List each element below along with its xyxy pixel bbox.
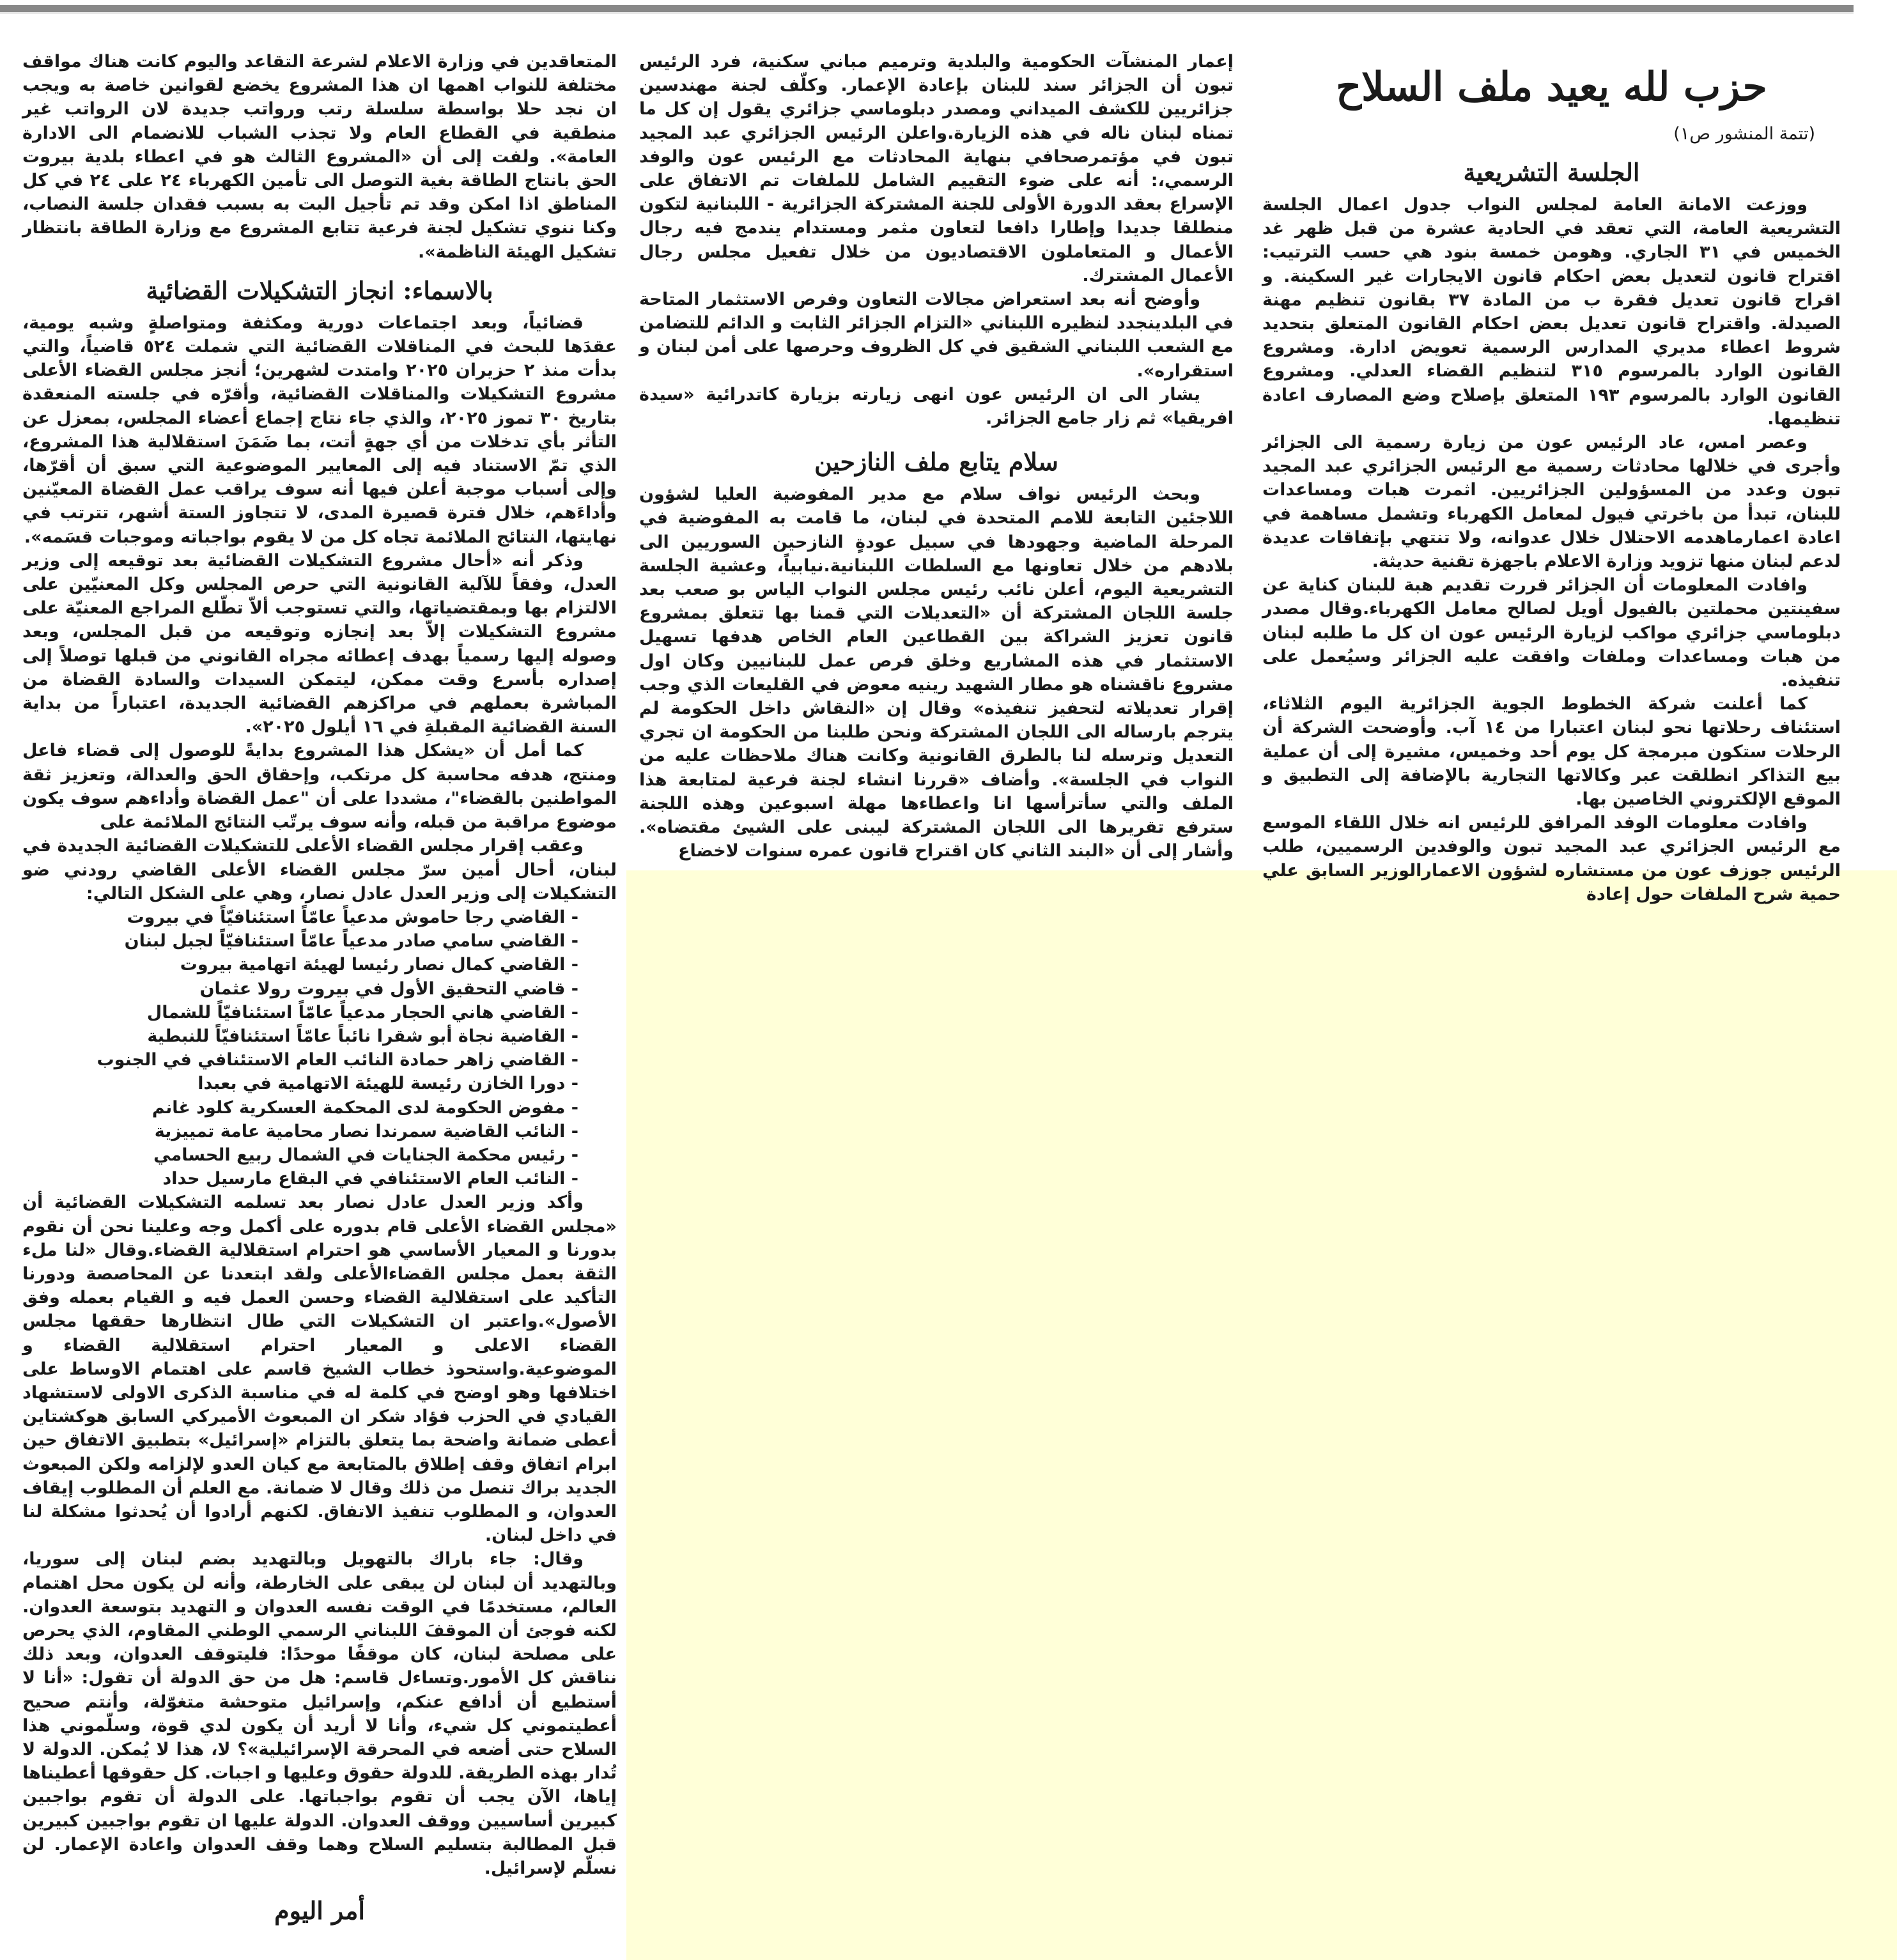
subhead-legislative-session (1262, 155, 1841, 190)
appointment-item: - القاضي رجا حاموش مدعياً عامّاً استئنافيّاً في بيروت (127, 907, 578, 927)
article-paragraph: وافادت المعلومات أن الجزائر قررت تقديم هبة للبنان كناية عن سفينتين محملتين بالفيول أويل لصالح معامل الكهرباء.وقال مصدر دبلوماسي جزائري مواكب لزيارة الرئيس عون ان كل ما طلبه لبنان من هبات ومساعدات وملفات وافقت عليه الجزائر وسيُعمل على تنفيذه. (1262, 575, 1841, 691)
article-paragraph: وبحث الرئيس نواف سلام مع مدير المفوضية العليا لشؤون اللاجئين التابعة للامم المتحدة في لبنان، ما قامت به المفوضية في المرحلة الماضية وجهودها في سبيل عودةٍ النازحين السوريين الى بلادهم من خلال تعاونها مع السلطات اللبنانية.نيابياً، وعشية الجلسة التشريعية اليوم، أعلن نائب رئيس مجلس النواب الياس بو صعب بعد جلسة اللجان المشتركة أن «التعديلات التي قمنا بها تتعلق بمشروع قانون تعزيز الشراكة بين القطاعين العام الخاص هدفها تسهيل الاستثمار في هذه المشاريع وخلق فرص عمل للبنانيين وكان اول مشروع ناقشناه هو مطار الشهيد رينيه معوض في القليعات الذي وجب إقرار تعديلاته لتحفيز تنفيذه» وقال إن «النقاش داخل الحكومة لم يترجم بارساله الى اللجان المشتركة ونحن طلبنا من الحكومة ان تجري التعديل وترسله لنا بالطرق القانونية وكانت هناك ملاحظات عليه من النواب في الجلسة». وأضاف «قررنا انشاء لجنة فرعية لمتابعة هذا الملف والتي سأترأسها انا واعطاءها مهلة اسبوعين وهذه اللجنة سترفع تقريرها الى اللجان المشتركة ليبنى على الشيئ مقتضاه». وأشار إلى أن «البند الثاني كان اقتراح قانون عمره سنوات لاخضاع (639, 484, 1234, 861)
subhead-text: الجلسة التشريعية (1463, 158, 1640, 187)
subhead-text: سلام يتابع ملف النازحين (814, 447, 1058, 477)
middle-column (639, 50, 1234, 863)
appointments-list (22, 906, 617, 1191)
next-section-heading: أمر اليوم (274, 1896, 365, 1925)
article-paragraph: المتعاقدين في وزارة الاعلام لشرعة التقاعد واليوم كانت هناك مواقف مختلفة للنواب اهمها ان هذا المشروع يخضع لقوانين خاصة به ويجب ان نجد حلا بواسطة سلسلة رتب ورواتب جديدة لان الرواتب غير منطقية في القطاع العام ولا تجذب الشباب للانضمام الى الادارة العامة». ولفت إلى أن «المشروع الثالث هو في اعطاء بلدية بيروت الحق بانتاج الطاقة بغية التوصل الى تأمين الكهرباء ٢٤ على ٢٤ في كل المناطق اذا امكن وقد تم تأجيل البت به بسبب فقدان جلسة النصاب، وكنا ننوي تشكيل لجنة فرعية تتابع المشروع مع وزارة الطاقة بانتظار تشكيل الهيئة الناظمة». (22, 52, 617, 262)
article-paragraph: وقال: جاء باراك بالتهويل وبالتهديد بضم لبنان إلى سوريا، وبالتهديد أن لبنان لن يبقى على الخارطة، وأنه لن يكون محل اهتمام العالم، مستخدمًا في الوقت نفسه العدوان و التهديد بتوسعة العدوان. لكنه فوجئ أن الموقفَ اللبناني الرسمي الوطني المقاوم، الذي يحرص على مصلحة لبنان، كان موقفًا موحدًا: فليتوقف العدوان، وبعد ذلك نناقش كل الأمور.وتساءل قاسم: هل من حق الدولة أن تقول: «أنا لا أستطيع أن أدافع عنكم، وإسرائيل متوحشة متغوّلة، وأنتم صحيح أعطيتموني كل شيء، وأنا لا أريد أن يكون لدي قوة، وسلّموني هذا السلاح حتى أضعه في المحرقة الإسرائيلية»؟ لا، هذا لا يُمكن. الدولة لا تُدار بهذه الطريقة. للدولة حقوق وعليها و اجبات. كل حقوقها أعطيناها إياها، الآن يجب أن تقوم بواجباتها. على الدولة أن تقوم بواجبين كبيرين أساسيين ووقف العدوان. الدولة عليها ان تقوم بواجبين كبيرين قبل المطالبة بتسليم السلاح وهما وقف العدوان واعادة الإعمار. لن نسلّم لإسرائيل. (22, 1549, 617, 1879)
article-paragraph: وأكد وزير العدل عادل نصار بعد تسلمه التشكيلات القضائية أن «مجلس القضاء الأعلى قام بدوره على أكمل وجه وعلينا نحن أن نقوم بدورنا و المعيار الأساسي هو احترام استقلالية القضاء.وقال «لنا ملء الثقة بعمل مجلس القضاءالأعلى ولقد ابتعدنا عن المحاصصة ودورنا التأكيد على استقلالية القضاء وحسن العمل فيه و القيام بعمله وفق الأصول».واعتبر ان التشكيلات التي طال انتظارها حققها مجلس القضاء الاعلى و المعيار احترام استقلالية القضاء و الموضوعية.واستحوذ خطاب الشيخ قاسم على اهتمام الاوساط على اختلافها وهو اوضح في كلمة له في مناسبة الذكرى الاولى لاستشهاد القيادي في الحزب فؤاد شكر ان المبعوث الأميركي السابق هوكشتاين أعطى ضمانة واضحة بما يتعلق بالتزام «إسرائيل» بتطبيق الاتفاق حين ابرام اتفاق وقف إطلاق بالمتابعة مع كيان العدو لإلزامه ولكن المبعوث الجديد براك تنصل من ذلك وقال لا ضمانة. مع العلم أن المطلوب إيقاف العدوان، و المطلوب تنفيذ الاتفاق. لكنهم أرادوا أن يُحدثوا مشكلة لنا في داخل لبنان. (22, 1192, 617, 1546)
appointment-item: - القاضي هاني الحجار مدعياً عامّاً استئنافيّاً للشمال (146, 1002, 578, 1022)
article-paragraph: وأوضح أنه بعد استعراض مجالات التعاون وفرص الاستثمار المتاحة في البلدينجدد لنظيره اللبناني «التزام الجزائر الثابت و الدائم للتضامن مع الشعب اللبناني الشقيق في كل الظروف وحرصها على أمن لبنان و استقراره». (639, 289, 1234, 381)
appointment-item: - النائب القاضية سمرندا نصار محامية عامة تمييزية (154, 1121, 578, 1141)
subhead-judicial-appointments (22, 273, 617, 309)
article-paragraph: وعصر امس، عاد الرئيس عون من زيارة رسمية الى الجزائر وأجرى في خلالها محادثات رسمية مع الرئيس الجزائري عبد المجيد تبون وعدد من المسؤولين الجزائريين. اثمرت هبات ومساعدات للبنان، تبدأ من باخرتي فيول لمعامل الكهرباء وتشمل مساهمة في اعادة اعمارماهدمه الاحتلال خلال عدوانه، ولا تنتهي بإتفاقات عديدة لدعم لبنان منها تزويد وزارة الاعلام باجهزة تقنية حديثة. (1262, 433, 1841, 572)
appointment-item: - النائب العام الاستئنافي في البقاع مارسيل حداد (162, 1169, 578, 1189)
appointment-item: - القاضي سامي صادر مدعياً عامّاً استئنافيّاً لجبل لبنان (124, 931, 578, 952)
main-headline: حزب لله يعيد ملف السلاح (1336, 63, 1767, 110)
subhead-text: بالاسماء: انجاز التشكيلات القضائية (146, 275, 493, 305)
blank-highlight-area (626, 870, 1897, 1960)
appointment-item: - قاضي التحقيق الأول في بيروت رولا عثمان (199, 978, 578, 999)
article-paragraph: كما أمل أن «يشكل هذا المشروع بدايةً للوصول إلى قضاء فاعل ومنتج، هدفه محاسبة كل مرتكب، وإحقاق الحق والعدالة، وتعزيز ثقة المواطنين بالقضاء"، مشددا على أن "عمل القضاة وأداءهم سوف يكون موضوع مراقبة من قبله، وأنه سوف يرتّب النتائج الملائمة على (22, 741, 617, 833)
appointment-item: - القاضي زاهر حمادة النائب العام الاستئنافي في الجنوب (97, 1050, 578, 1070)
continuation-note: (تتمة المنشور ص١) (1673, 124, 1815, 144)
subhead-salam-displaced (639, 444, 1234, 480)
article-paragraph: إعمار المنشآت الحكومية والبلدية وترميم مباني سكنية، فرد الرئيس تبون أن الجزائر سند للبنان بإعادة الإعمار. وكلّف لجنة مهندسين جزائريين للكشف الميداني ومصدر دبلوماسي جزائري يقول إن كل ما تمناه لبنان ناله في هذه الزيارة.واعلن الرئيس الجزائري عبد المجيد تبون في مؤتمرصحافي بنهاية المحادثات مع الرئيس عون والوفد الرسمي،: أنه على ضوء التقييم الشامل للملفات تم الاتفاق على الإسراع بعقد الدورة الأولى للجنة المشتركة الجزائرية - اللبنانية لتكون منطلقا جديدا وإطارا دافعا لتعاون مثمر ومستدام يندمج فيه رجال الأعمال و المتعاملون الاقتصاديون من خلال تفعيل مجلس رجال الأعمال المشترك. (639, 52, 1234, 286)
appointment-item: - القاضي كمال نصار رئيسا لهيئة اتهامية بيروت (180, 955, 578, 975)
article-paragraph: يشار الى ان الرئيس عون انهى زيارته بزيارة كاتدرائية «سيدة افريقيا» ثم زار جامع الجزائر. (639, 384, 1234, 429)
article-paragraph: وعقب إقرار مجلس القضاء الأعلى للتشكيلات القضائية الجديدة في لبنان، أحال أمين سرّ مجلس القضاء الأعلى القاضي رودني ضو التشكيلات إلى وزير العدل عادل نصار، وهي على الشكل التالي: (22, 836, 617, 904)
appointment-item: - رئيس محكمة الجنايات في الشمال ربيع الحسامي (153, 1145, 578, 1165)
appointment-item: - مفوض الحكومة لدى المحكمة العسكرية كلود غانم (151, 1097, 578, 1118)
article-paragraph: وذكر أنه «أحال مشروع التشكيلات القضائية بعد توقيعه إلى وزير العدل، وفقاً للآلية القانونية التي حرص المجلس وكل المعنيّين على الالتزام بها وبمقتضياتها، والتي تستوجب ألاّ تطّلع المراجع المعنيّة على مشروع التشكيلات إلاّ بعد إنجازه وتوقيعه من قبل المجلس، وبعد وصوله إليها رسمياً بهدف إعطائه مجراه القانوني من قبلها توصلاً إلى إصداره بأسرع وقت ممكن، ليتمكن السيدات والسادة القضاة من المباشرة بعملهم في مراكزهم القضائية الجديدة، اعتباراً من بداية السنة القضائية المقبلةِ في ١٦ أيلول ٢٠٢٥». (22, 550, 617, 737)
appointment-item: - دورا الخازن رئيسة للهيئة الاتهامية في بعبدا (197, 1074, 578, 1094)
article-paragraph: وافادت معلومات الوفد المرافق للرئيس انه خلال اللقاء الموسع مع الرئيس الجزائري عبد المجيد تبون والوفدين الرسميين، طلب الرئيس جوزف عون من مستشاره لشؤون الاعمارالوزير السابق علي حمية شرح الملفات حول إعادة (1262, 813, 1841, 904)
left-column (22, 50, 617, 1927)
article-paragraph: ووزعت الامانة العامة لمجلس النواب جدول اعمال الجلسة التشريعية العامة، التي تعقد في الحادية عشرة من قبل ظهر غد الخميس في ٣١ الجاري. وهومن خمسة بنود هي حسب الترتيب: اقتراح قانون لتعديل بعض احكام قانون الايجارات غير السكينة. و اقراح قانون تعديل فقرة ب من المادة ٣٧ بقانون تنظيم مهنة الصيدلة. واقتراح قانون تعديل بعض احكام القانون المتعلق بتحديد شروط اعطاء مديري المدارس الرسمية تعويض ادارة. ومشروع القانون الوارد بالمرسوم ٣١٥ لتنظيم القضاء العدلي. ومشروع القانون الوارد بالمرسوم ١٩٣ المتعلق بإصلاح وضع المصارف اعادة تنظيمها. (1262, 195, 1841, 429)
appointment-item: - القاضية نجاة أبو شقرا نائباً عامّاً استئنافيّاً للنبطية (147, 1026, 578, 1046)
article-paragraph: كما أعلنت شركة الخطوط الجوية الجزائرية اليوم الثلاثاء، استئناف رحلاتها نحو لبنان اعتبارا من ١٤ آب. وأوضحت الشركة أن الرحلات ستكون مبرمجة كل يوم أحد وخميس، مشيرة إلى أن عملية بيع التذاكر انطلقت عبر وكالاتها التجارية بالإضافة إلى التطبيق و الموقع الإلكتروني الخاصين بها. (1262, 694, 1841, 810)
article-paragraph: قضائياً، وبعد اجتماعات دورية ومكثفة ومتواصلةٍ وشبه يومية، عقدَها للبحث في المناقلات القضائية التي شملت ٥٢٤ قاضياً، والتي بدأت منذ ٢ حزيران ٢٠٢٥ وامتدت لشهرين؛ أنجز مجلس القضاء الأعلى مشروع التشكيلات والمناقلات القضائية، وأقرّه في جلسته المنعقدة بتاريخ ٣٠ تموز ٢٠٢٥، والذي جاء نتاج إجماع أعضاء المجلس، بمعزل عن التأثر بأي تدخلات من أي جهةٍ أتت، بما ضَمَنَ استقلالية هذا المشروع، الذي تمّ الاستناد فيه إلى المعايير الموضوعية التي سبق أن أقرّها، وإلى أسباب موجبة أعلن فيها أنه سوف يراقب عمل القضاة المعيّنين وأداءَهم، خلال فترة قصيرة المدى، لا تتجاوز الستة أشهر، تترتب في نهايتها، النتائج الملائمة تجاه كل من لا يقوم بواجباته وموجبات قسَمه». (22, 313, 617, 547)
right-column (1262, 0, 1841, 906)
